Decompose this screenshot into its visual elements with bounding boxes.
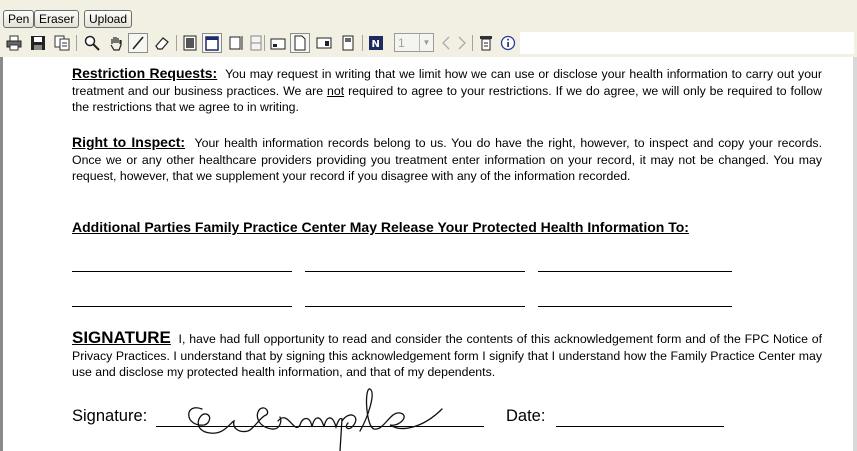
restriction-text-not: not — [327, 83, 345, 98]
copy-icon[interactable] — [52, 33, 72, 53]
scroll-spin-icon[interactable] — [246, 33, 266, 53]
document-viewport[interactable] — [0, 57, 857, 451]
additional-parties-title: Additional Parties Family Practice Center May Release Your Protected Health Information To: — [72, 219, 689, 235]
thumbnail-icon[interactable] — [338, 33, 358, 53]
upload-button[interactable]: Upload — [84, 10, 132, 28]
signature-paragraph — [72, 330, 822, 381]
restriction-text-b: required to agree to your restrictions. If we do agree, we will only be required to follow the restrictions that we agree to in writing. — [72, 83, 822, 114]
party-field-5[interactable] — [305, 306, 525, 307]
page-number-value: 1 — [398, 36, 405, 50]
pen-tool-icon[interactable] — [128, 33, 148, 53]
viewport-right-border — [853, 57, 857, 451]
svg-text:N: N — [371, 39, 380, 50]
restriction-paragraph — [72, 65, 822, 116]
single-page-icon[interactable] — [268, 33, 288, 53]
pen-button[interactable]: Pen — [3, 10, 34, 28]
page-view-icon[interactable] — [290, 33, 310, 53]
party-field-6[interactable] — [538, 306, 732, 307]
next-page-icon[interactable] — [452, 33, 472, 53]
zoom-icon[interactable] — [82, 33, 102, 53]
continuous-icon[interactable] — [226, 33, 246, 53]
eraser-tool-icon[interactable] — [152, 33, 172, 53]
navigator-icon[interactable] — [366, 33, 386, 53]
pan-hand-icon[interactable] — [106, 33, 126, 53]
toolbar-blank-area — [520, 32, 854, 54]
party-field-2[interactable] — [305, 271, 525, 272]
signature-text: I, have had full opportunity to read and consider the contents of this acknowledgement form and of the FPC Notice of Privacy Practices. I understand that by signing this acknowledgement form I signify that I understand how the Family Practice Center may use and disclose my protected health information, and that of my dependents. — [72, 332, 822, 379]
date-label: Date: — [506, 407, 546, 425]
party-field-4[interactable] — [72, 306, 292, 307]
signature-heading: SIGNATURE — [72, 328, 171, 347]
restriction-text-a: You may request in writing that we limit how we can use or disclose your health information to carry out your treatment and our business practices. We are — [72, 67, 822, 98]
party-field-1[interactable] — [72, 271, 292, 272]
facing-icon[interactable] — [314, 33, 334, 53]
fit-page-icon[interactable] — [180, 33, 200, 53]
party-field-3[interactable] — [538, 271, 732, 272]
properties-icon[interactable] — [476, 33, 496, 53]
date-field[interactable] — [556, 426, 724, 427]
handwritten-signature — [162, 387, 492, 451]
print-icon[interactable] — [4, 33, 24, 53]
signature-label: Signature: — [72, 407, 148, 425]
info-icon[interactable] — [498, 33, 518, 53]
page-number-select[interactable] — [394, 33, 434, 52]
fit-width-icon[interactable] — [202, 33, 222, 53]
inspect-paragraph — [72, 134, 822, 185]
viewport-left-border — [0, 57, 3, 451]
inspect-text: Your health information records belong to us. You do have the right, however, to inspect and copy your records. Once we or any other healthcare providers providing you treatment enter information on your record, it may not be changed. You may request, however, that we supplement your record if you disagree with any of the information recorded. — [72, 136, 822, 183]
chevron-down-icon: ▼ — [419, 34, 433, 51]
inspect-heading: Right to Inspect: — [72, 134, 186, 150]
eraser-button[interactable]: Eraser — [34, 10, 79, 28]
app-chrome — [0, 0, 857, 57]
save-icon[interactable] — [28, 33, 48, 53]
restriction-heading: Restriction Requests: — [72, 65, 218, 81]
